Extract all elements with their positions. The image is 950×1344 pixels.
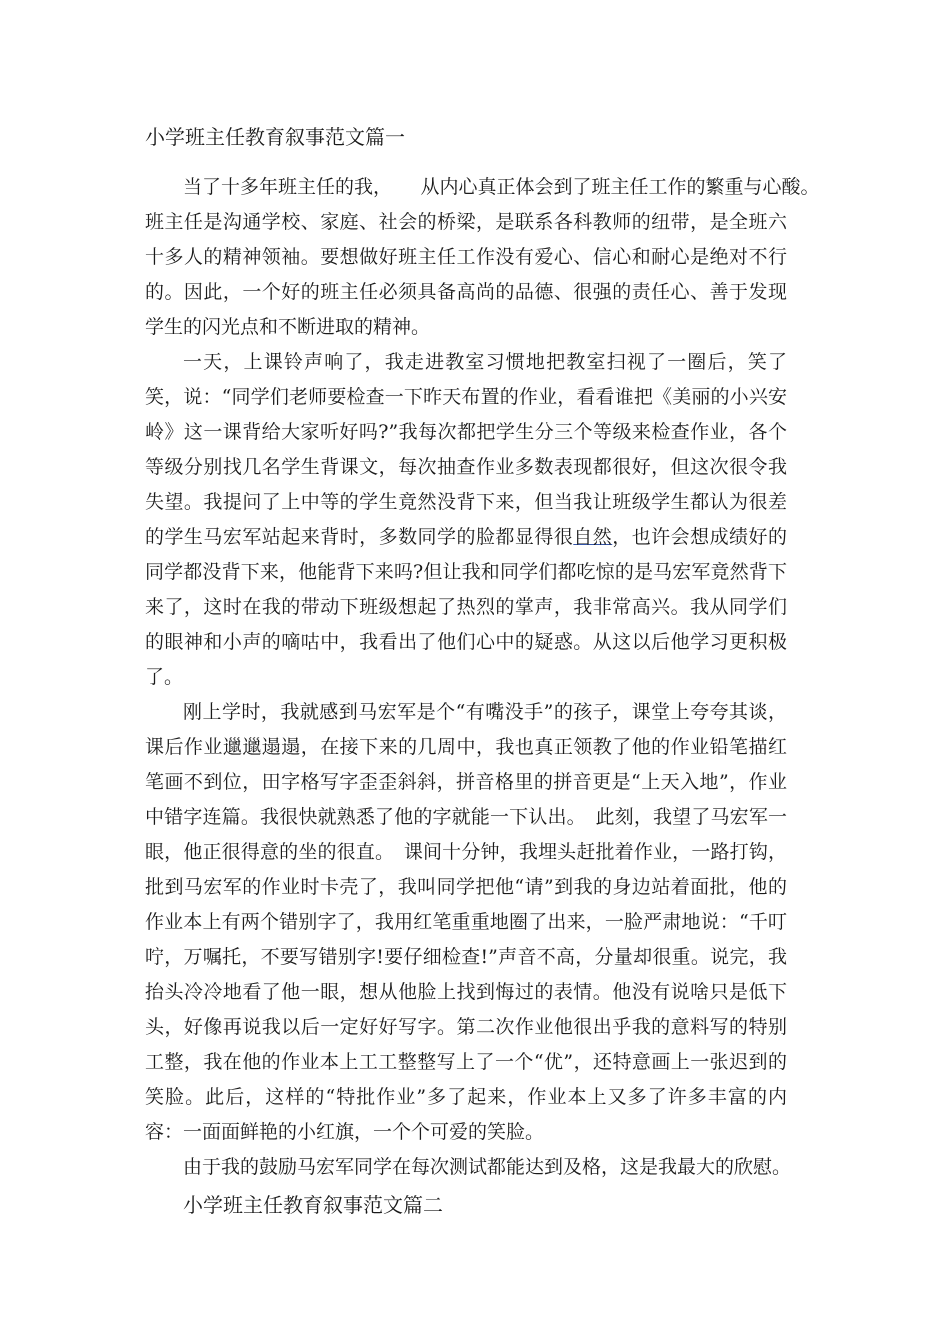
paragraph-2-text-a: 一天，上课铃声响了，我走进教室习惯地把教室扫视了一圈后，笑了笑，说：“同学们老师要检查一下昨天布置的作业，看看谁把《美丽的小兴安岭》这一课背给大家听好吗?”我每次都把学生分三个等级来检查作业，各个等级分别找几名学生背课文，每次抽查作业多数表现都很好，但这次很令我失望。我提问了上中等的学生竟然没背下来，但当我让班级学生都认为很差的学生马宏军站起来背时，多数同学的脸都显得很 bbox=[145, 351, 787, 548]
paragraph-1-lead: 当了十多年班主任的我， 从内心真正体会到了班主任工作的繁重与心酸。 bbox=[183, 176, 820, 198]
paragraph-2 bbox=[145, 345, 787, 695]
paragraph-4 bbox=[145, 1150, 792, 1185]
paragraph-3 bbox=[145, 695, 787, 1150]
section-title-1: 小学班主任教育叙事范文篇一 bbox=[145, 125, 405, 149]
paragraph-3-text: 刚上学时，我就感到马宏军是个“有嘴没手”的孩子，课堂上夸夸其谈，课后作业邋邋遢遢，在接下来的几周中，我也真正领教了他的作业铅笔描红笔画不到位，田字格写字歪歪斜斜，拼音格里的拼音更是“上天入地”，作业中错字连篇。我很快就熟悉了他的字就能一下认出。 此刻，我望了马宏军一眼，他正很得意的坐的很直。 课间十分钟，我埋头赶批着作业，一路打钩，批到马宏军的作业时卡壳了，我叫同学把他“请”到我的身边站着面批，他的作业本上有两个错别字了，我用红笔重重地圈了出来，一脸严肃地说：“千叮咛，万嘱托，不要写错别字!要仔细检查!”声音不高，分量却很重。说完，我抬头冷冷地看了他一眼，想从他脸上找到悔过的表情。他没有说啥只是低下头，好像再说我以后一定好好写字。第二次作业他很出乎我的意料写的特别工整，我在他的作业本上工工整整写上了一个“优”，还特意画上一张迟到的笑脸。此后，这样的“特批作业”多了起来，作业本上又多了许多丰富的内容：一面面鲜艳的小红旗，一个个可爱的笑脸。 bbox=[145, 701, 787, 1143]
paragraph-1-text: 班主任是沟通学校、家庭、社会的桥梁，是联系各科教师的纽带，是全班六十多人的精神领袖。要想做好班主任工作没有爱心、信心和耐心是绝对不行的。因此，一个好的班主任必须具备高尚的品德、很强的责任心、善于发现学生的闪光点和不断进取的精神。 bbox=[145, 211, 787, 338]
paragraph-2-text-b: ，也许会想成绩好的同学都没背下来，他能背下来吗?但让我和同学们都吃惊的是马宏军竟然背下来了，这时在我的带动下班级想起了热烈的掌声，我非常高兴。我从同学们的眼神和小声的嘀咕中，我看出了他们心中的疑惑。从这以后他学习更积极了。 bbox=[145, 526, 787, 688]
hyperlink-ziran[interactable]: 自然 bbox=[573, 526, 613, 548]
document-body bbox=[145, 170, 820, 1225]
paragraph-1-continued bbox=[145, 205, 787, 345]
paragraph-1 bbox=[145, 170, 820, 205]
paragraph-4-text: 由于我的鼓励马宏军同学在每次测试都能达到及格，这是我最大的欣慰。 bbox=[183, 1156, 792, 1178]
section-title-2: 小学班主任教育叙事范文篇二 bbox=[183, 1193, 443, 1217]
